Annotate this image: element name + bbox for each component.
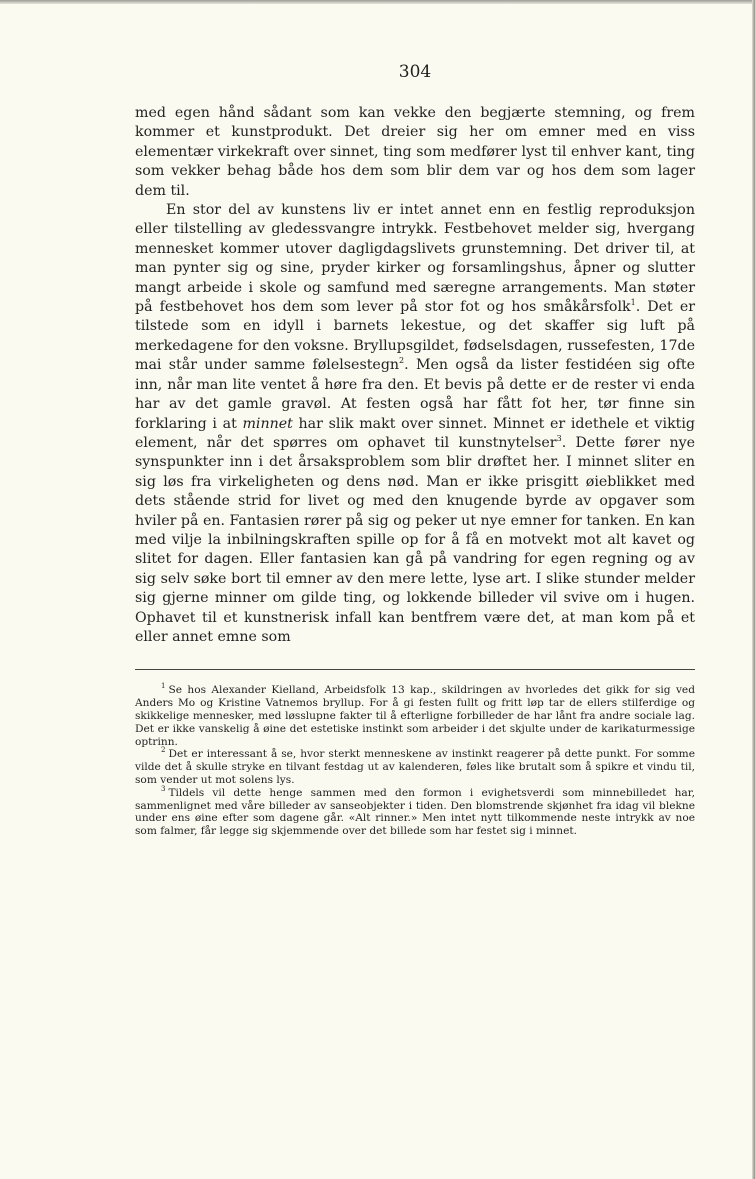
text-run: . Men også da lister festidéen sig ofte inn, når man lite ventet å høre fra den. Et bevis på dette er de rester vi enda har av det gamle gravøl. At festen også har fått fot her, tør finne sin forklaring i at bbox=[135, 357, 696, 432]
text-run: . Det er tilstede som en idyll i barnets lekestue, og det skaffer sig luft på merkedagene for den voksne. Bryllupsgildet, fødselsdagen, russefesten, 17de mai står under samme følelsestegn bbox=[135, 299, 695, 374]
paragraph-1 bbox=[135, 104, 695, 201]
body-text bbox=[135, 104, 695, 647]
footnote-ref-2: 2 bbox=[399, 356, 405, 366]
text-run: En stor del av kunstens liv er intet annet enn en festlig reproduksjon eller tilstelling av gledessvangre intrykk. Festbehovet melder sig, hvergang mennesket kommer utover dagligdagslivets grunstemning. Det driver til, at man pynter sig og sine, pryder kirker og forsamlingshus, åpner og slutter mangt arbeide i skole og samfund med særegne arrangements. Man støter på festbehovet hos dem som lever på stor fot og hos småkårsfolk bbox=[135, 202, 695, 316]
text-run: . Dette fører nye synspunkter inn i det årsaksproblem som blir drøftet her. I minnet sliter en sig løs fra virkeligheten og dens nød. Man er ikke prisgitt øieblikket med dets stående strid for livet og med den knugende byrde av opgaver som hviler på en. Fantasien rører på sig og peker ut nye emner for tanken. En kan med vilje la inbilningskraften spille op for å få en motvekt mot alt kavet og slitet for dagen. Eller fantasien kan gå på vandring for egen regning og av sig selv søke bort til emner av den mere lette, lyse art. I slike stunder melder sig gjerne minner om gilde ting, og lokkende billeder vil svive om i hugen. Ophavet til et kunstnerisk infall kan bentfrem være det, at man kom på et eller annet emne som bbox=[135, 434, 695, 645]
text-run: har slik makt over sinnet. Minnet er idethele et viktig element, når det spørres om ophavet til kunstnytelser bbox=[135, 415, 695, 451]
footnote-ref-3: 3 bbox=[556, 433, 562, 443]
footnote-3 bbox=[135, 784, 695, 838]
footnote-text: Det er interessant å se, hvor sterkt menneskene av instinkt reagerer på dette punkt. For somme vilde det å skulle stryke en tilvant festdag ut av kalenderen, føles like brutalt som å spikre et vindu til, som vender ut mot solens lys. bbox=[135, 748, 695, 786]
footnote-divider bbox=[135, 669, 695, 670]
footnote-text: Se hos Alexander Kielland, Arbeidsfolk 13 kap., skildringen av hvorledes det gikk for sig ved Anders Mo og Kristine Vatnemos bryllup. For å gi festen fullt og fritt løp tar de ellers stilferdige og skikkelige mennesker, med løsslupne fakter til å efterligne forbilleder de har lånt fra andre sociale lag. Det er ikke vanskelig å øine det estetiske instinkt som arbeider i det skjulte under de karikaturmessige optrinn. bbox=[135, 684, 695, 748]
emphasis-minnet: minnet bbox=[242, 415, 293, 432]
text-run: med egen hånd sådant som kan vekke den begjærte stemning, og frem kommer et kunstprodukt. Det dreier sig her om emner med en viss elementær virkekraft over sinnet, ting som medfører lyst til enhver kant, ting som vekker behag både hos dem som blir dem var og hos dem som lager dem til. bbox=[135, 105, 695, 199]
page-edge-shadow-top bbox=[0, 0, 755, 4]
text-block bbox=[135, 60, 695, 838]
footnote-marker: 3 bbox=[161, 784, 166, 793]
paragraph-2 bbox=[135, 201, 695, 647]
page-number: 304 bbox=[398, 62, 432, 82]
footnote-marker: 2 bbox=[161, 746, 166, 755]
footnote-marker: 1 bbox=[161, 682, 166, 691]
footnote-ref-1: 1 bbox=[630, 298, 636, 308]
footnote-2 bbox=[135, 748, 695, 786]
footnote-1 bbox=[135, 684, 695, 748]
footnotes bbox=[135, 684, 695, 838]
footnote-text: Tildels vil dette henge sammen med den formon i evighetsverdi som minnebilledet har, sammenlignet med våre billeder av sanseobjekter i tiden. Den blomstrende skjønhet fra idag vil blekne under ens øine efter som dagene går. «Alt rinner.» Men intet nytt tilkommende neste intrykk av noe som falmer, får legge sig skjemmende over det billede som har festet sig i minnet. bbox=[135, 786, 695, 838]
